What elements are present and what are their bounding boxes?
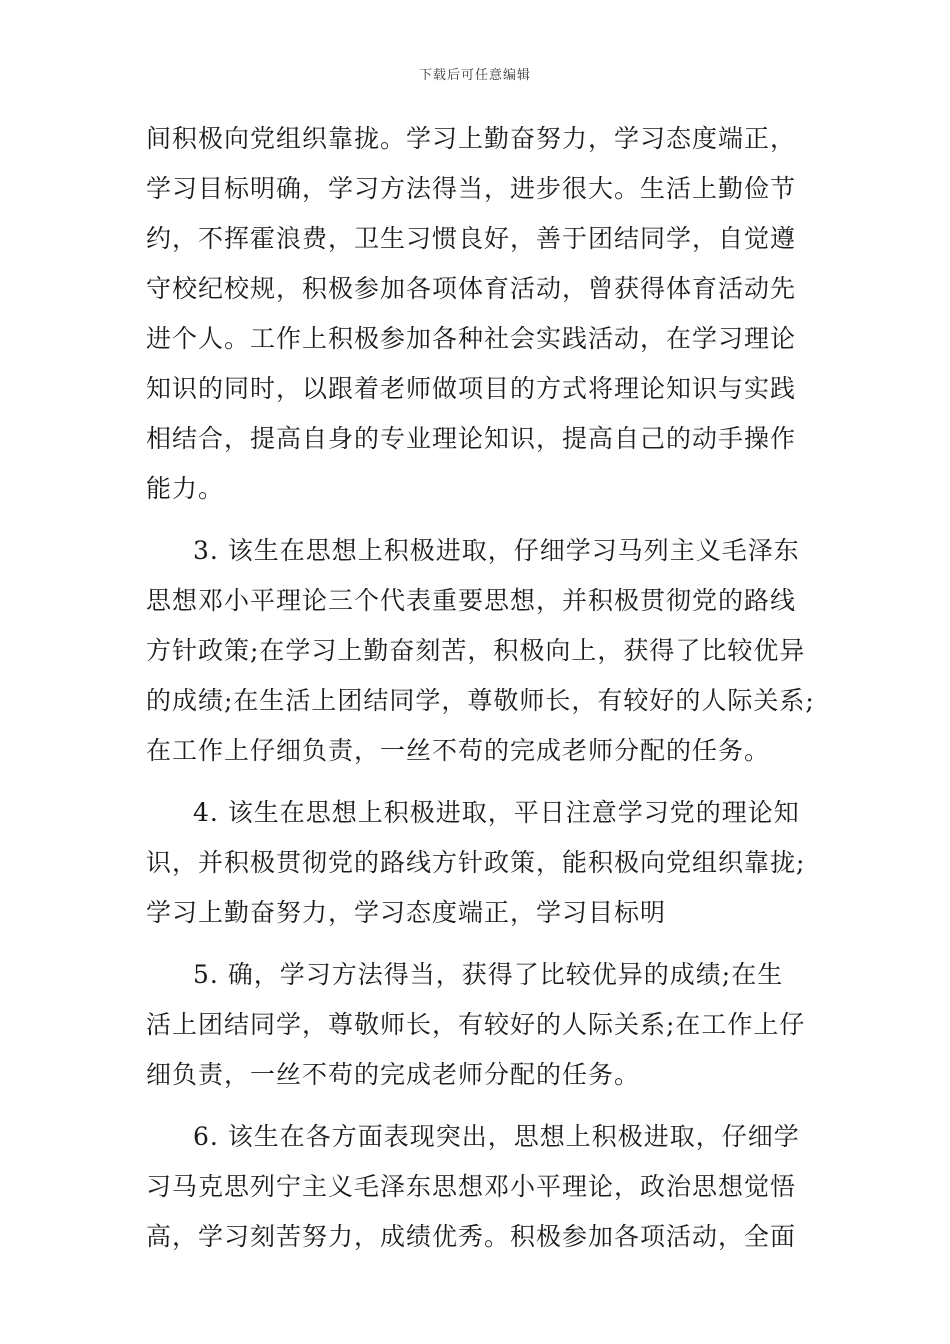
text-line: 间积极向党组织靠拢。学习上勤奋努力，学习态度端正， — [146, 124, 797, 153]
page-header: 下载后可任意编辑 — [418, 68, 531, 83]
text-line: 学习目标明确，学习方法得当，进步很大。生活上勤俭节 — [146, 174, 797, 203]
text-line: 思想邓小平理论三个代表重要思想，并积极贯彻党的路线 — [146, 586, 797, 615]
text-line: 守校纪校规，积极参加各项体育活动，曾获得体育活动先 — [146, 274, 797, 303]
text-line: 的成绩;在生活上团结同学，尊敬师长，有较好的人际关系; — [146, 686, 815, 715]
text-line: 相结合，提高自身的专业理论知识，提高自己的动手操作 — [146, 424, 797, 453]
text-line: 进个人。工作上积极参加各种社会实践活动，在学习理论 — [146, 324, 797, 353]
text-line: 能力。 — [146, 474, 225, 503]
text-line: 活上团结同学，尊敬师长，有较好的人际关系;在工作上仔 — [146, 1010, 806, 1039]
text-line: 4. 该生在思想上积极进取，平日注意学习党的理论知 — [193, 798, 800, 827]
text-line: 方针政策;在学习上勤奋刻苦，积极向上，获得了比较优异 — [146, 636, 806, 665]
text-line: 5. 确，学习方法得当，获得了比较优异的成绩;在生 — [193, 960, 784, 989]
text-line: 高，学习刻苦努力，成绩优秀。积极参加各项活动，全面 — [146, 1222, 797, 1251]
text-line: 识，并积极贯彻党的路线方针政策，能积极向党组织靠拢; — [146, 848, 806, 877]
text-line: 学习上勤奋努力，学习态度端正，学习目标明 — [146, 898, 667, 927]
text-line: 3. 该生在思想上积极进取，仔细学习马列主义毛泽东 — [193, 536, 800, 565]
text-line: 在工作上仔细负责，一丝不苟的完成老师分配的任务。 — [146, 736, 771, 765]
text-line: 6. 该生在各方面表现突出，思想上积极进取，仔细学 — [193, 1122, 800, 1151]
text-line: 习马克思列宁主义毛泽东思想邓小平理论，政治思想觉悟 — [146, 1172, 797, 1201]
text-line: 细负责，一丝不苟的完成老师分配的任务。 — [146, 1060, 641, 1089]
text-line: 知识的同时，以跟着老师做项目的方式将理论知识与实践 — [146, 374, 797, 403]
text-line: 约，不挥霍浪费，卫生习惯良好，善于团结同学，自觉遵 — [146, 224, 797, 253]
